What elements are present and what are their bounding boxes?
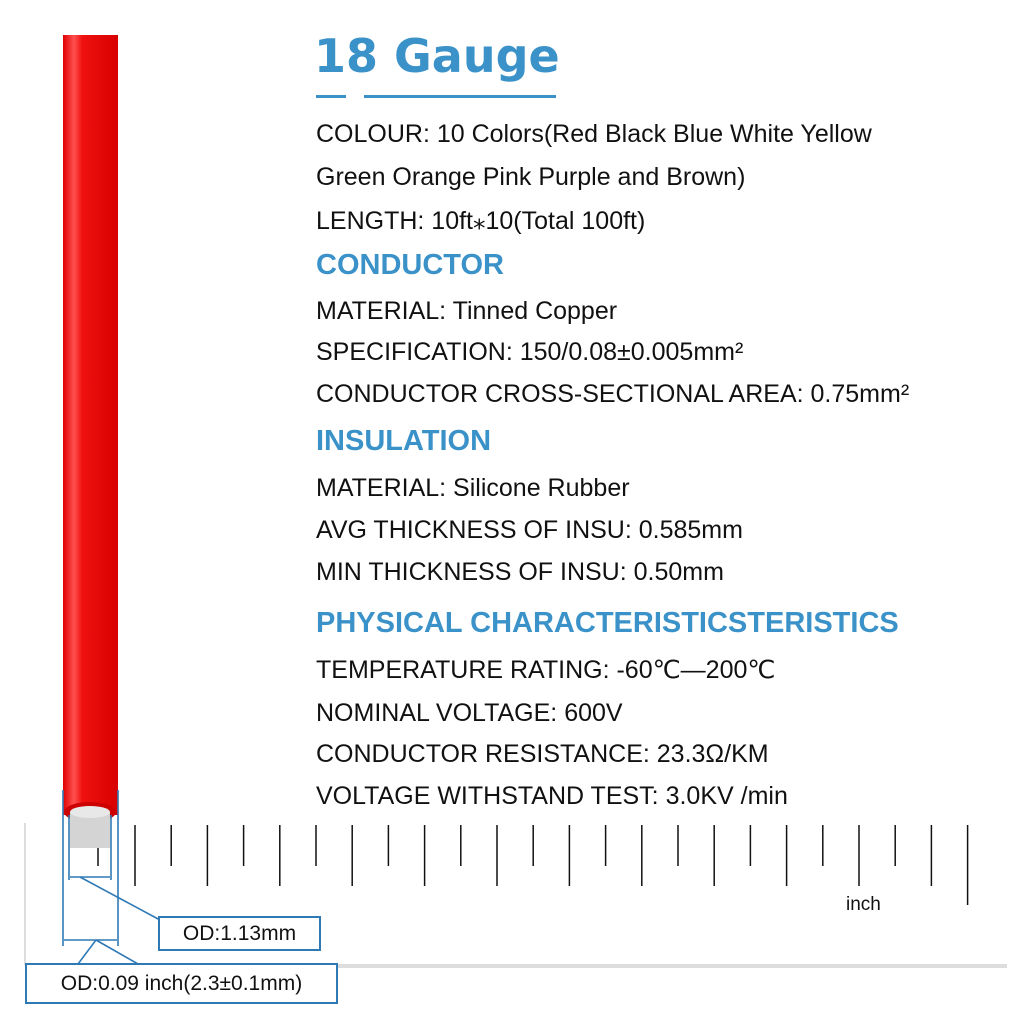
outer-od-label: OD:0.09 inch(2.3±0.1mm) — [25, 963, 338, 1004]
conductor-material: MATERIAL: Tinned Copper — [316, 297, 618, 325]
title-underline — [316, 95, 346, 98]
physical-temperature: TEMPERATURE RATING: -60℃—200℃ — [316, 656, 776, 684]
page-title: 18 Gauge — [314, 29, 560, 83]
inner-od-label: OD:1.13mm — [158, 916, 321, 951]
spec-length: LENGTH: 10ft⁎10(Total 100ft) — [316, 207, 646, 235]
ruler-ticks — [98, 825, 968, 905]
insulation-min-thickness: MIN THICKNESS OF INSU: 0.50mm — [316, 558, 724, 586]
conductor-specification: SPECIFICATION: 150/0.08±0.005mm² — [316, 338, 744, 366]
heading-insulation: INSULATION — [316, 425, 492, 457]
heading-physical: PHYSICAL CHARACTERISTICSTERISTICS — [316, 607, 899, 639]
insulation-avg-thickness: AVG THICKNESS OF INSU: 0.585mm — [316, 516, 743, 544]
conductor-area: CONDUCTOR CROSS-SECTIONAL AREA: 0.75mm² — [316, 380, 910, 408]
physical-voltage: NOMINAL VOLTAGE: 600V — [316, 699, 623, 727]
title-underline — [364, 95, 556, 98]
ruler-unit-label: inch — [846, 894, 881, 915]
physical-withstand: VOLTAGE WITHSTAND TEST: 3.0KV /min — [316, 782, 788, 810]
heading-conductor: CONDUCTOR — [316, 249, 504, 281]
insulation-material: MATERIAL: Silicone Rubber — [316, 474, 630, 502]
spec-colour: COLOUR: 10 Colors(Red Black Blue White Yellow — [316, 120, 872, 148]
physical-resistance: CONDUCTOR RESISTANCE: 23.3Ω/KM — [316, 740, 769, 768]
wire-insulation — [63, 35, 118, 815]
spec-colour-cont: Green Orange Pink Purple and Brown) — [316, 163, 746, 191]
